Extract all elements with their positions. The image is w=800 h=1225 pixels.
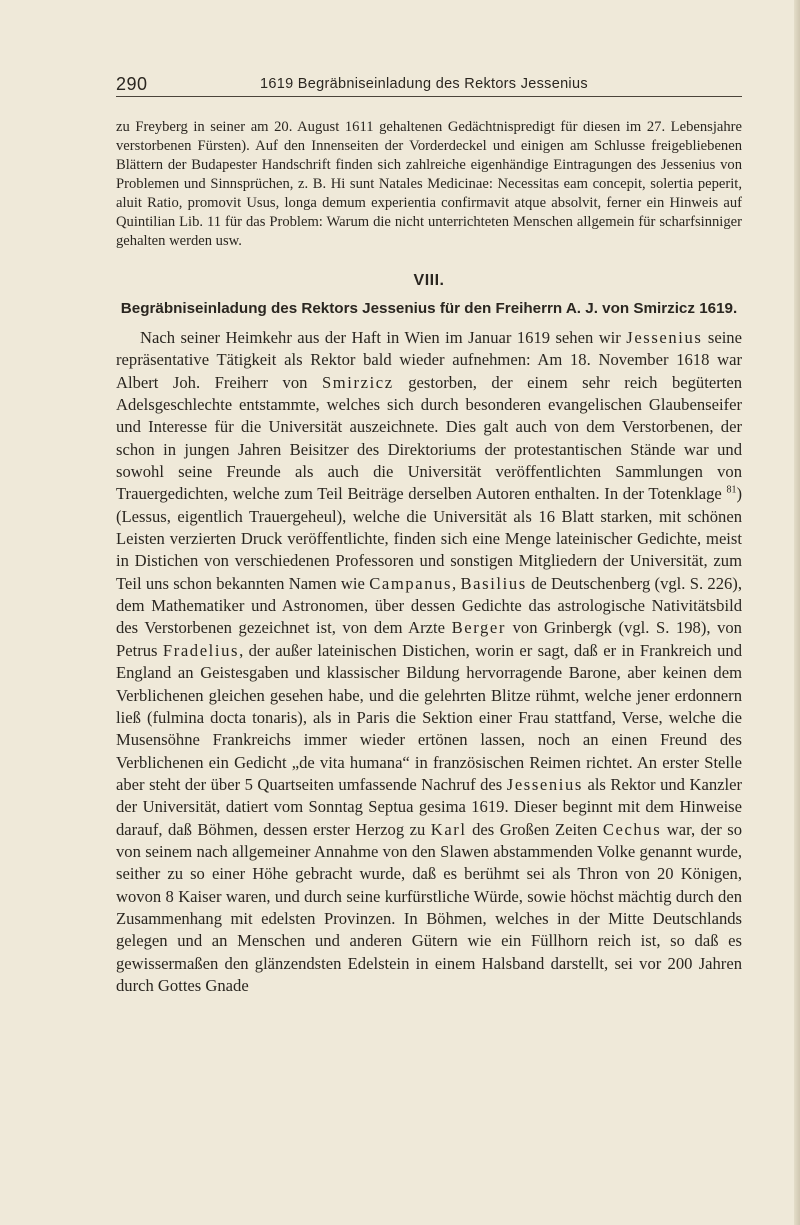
person-name: Jessenius [626, 328, 703, 347]
page-edge [794, 0, 800, 1225]
person-name: Cechus [602, 819, 662, 839]
body-text: de Deutschenberg (vgl. S. 226), dem Mathematiker und Astronomen, über dessen Gedichte das astrologische Nativitätsbild des Verstorbenen gezeichnet ist, von dem Arzte [116, 573, 742, 638]
body-text: als Rektor und Kanzler der Universität, datiert vom Sonntag Septua gesima 1619. Dieser beginnt mit dem Hinweise darauf, daß Böhmen, dessen erster Herzog zu [116, 774, 742, 839]
running-head [116, 72, 742, 97]
person-name: Berger [451, 618, 507, 638]
body-text: , [452, 573, 457, 593]
body-text: , der außer lateinischen Distichen, worin er sagt, daß er in Frankreich und England an Geistesgaben und klassischer Bildung hervorragende Barone, aber keinen dem Verblichenen gleichen gesehen habe, und die gelehrten Blitze rühmt, welche jener erdonnern ließ (fulmina docta tonaris), als in Paris die Sektion einer Frau stattfand, Verse, welche die Musensöhne Frankreichs immer wieder ertönen lassen, noch an einen Freund des Verblichenen ein Gedicht „de vita humana“ in französischen Reimen richtet. An erster Stelle aber steht der über 5 Quartseiten umfassende Nachruf des [116, 640, 743, 794]
body-text: Nach seiner Heimkehr aus der Haft in Wien im Januar 1619 sehen wir [140, 328, 621, 347]
text-block [116, 118, 742, 997]
section-title: Begräbniseinladung des Rektors Jessenius für den Freiherrn A. J. von Smirzicz 1619. [120, 300, 738, 317]
body-text: des Großen Zeiten [472, 819, 598, 839]
body-text: war, der so von seinem nach allgemeiner Annahme von den Slawen abstammenden Volke genannt wurde, seither zu so einer Höhe gebracht wurde, daß es berühmt sei als Thron von 20 Königen, wovon 8 Kaiser waren, und durch seine kurfürstliche Würde, sowie höchst mächtig durch den Zusammenhang mit edelsten Provinzen. In Böhmen, welches in der Mitte Deutschlands gelegen und an Menschen und anderen Gütern wie ein Füllhorn reich ist, so daß es gewissermaßen den glänzendsten Edelstein in einem Halsband darstellt, sei vor 200 Jahren durch Gottes Gnade [116, 819, 743, 995]
person-name: Smirzicz [321, 372, 394, 392]
person-name: Basilius [460, 573, 527, 593]
section-number: VIII. [413, 272, 445, 289]
body-paragraph [116, 327, 742, 997]
body-text: ) (Lessus, eigentlich Trauergeheul), welche die Universität als 16 Blatt starken, mit schönen Leisten verzierten Druck veröffentlichte, finden sich eine Menge lateinischer Gedichte, meist in Distichen von verschiedenen Professoren und sonstigen Mitgliedern der Universität, zum Teil uns schon bekannten Namen wie [116, 484, 743, 593]
body-text: von Grinbergk (vgl. S. 198), von Petrus [116, 618, 742, 660]
person-name: Campanus [369, 573, 453, 593]
body-text: seine repräsentative Tätigkeit als Rektor bald wieder aufnehmen: Am 18. November 1618 war Albert Joh. Freiherr von [116, 328, 742, 392]
note-paragraph: zu Freyberg in seiner am 20. August 1611 gehaltenen Gedächtnispredigt für diesen im 27. Lebensjahre verstorbenen Fürsten). Auf den Innenseiten der Vorderdeckel und einigen am Schlusse freigebliebenen Blättern der Budapester Handschrift finden sich zahlreiche eigenhändige Eintragungen des Jessenius von Problemen und Sinnsprüchen, z. B. Hi sunt Natales Medicinae: Necessitas eam concepit, solertia peperit, aluit Ratio, promovit Usus, longa demum experientia confirmavit atque absolvit, ferner ein Hinweis auf Quintilian Lib. 11 für das Problem: Warum die nicht unterrichteten Menschen allgemein für scharfsinniger gehalten werden usw. [116, 119, 742, 249]
page-number: 290 [116, 74, 148, 94]
person-name: Jessenius [506, 774, 583, 794]
footnote-ref: 81 [726, 484, 737, 496]
person-name: Karl [430, 819, 467, 839]
body-text: gestorben, der einem sehr reich begüterten Adelsgeschlechte entstammte, welches sich durch besonderen evangelischen Glaubenseifer und Interesse für die Universität auszeichnete. Dies galt auch von dem Verstorbenen, der schon in jungen Jahren Beisitzer des Direktoriums der protestantischen Stände war und sowohl seine Freunde als auch die Universität veröffentlichten Sammlungen von Trauergedichten, welche zum Teil Beiträge derselben Autoren enthalten. In der Totenklage [116, 372, 742, 504]
person-name: Fradelius [162, 640, 240, 660]
running-title: 1619 Begräbniseinladung des Rektors Jessenius [260, 76, 588, 92]
